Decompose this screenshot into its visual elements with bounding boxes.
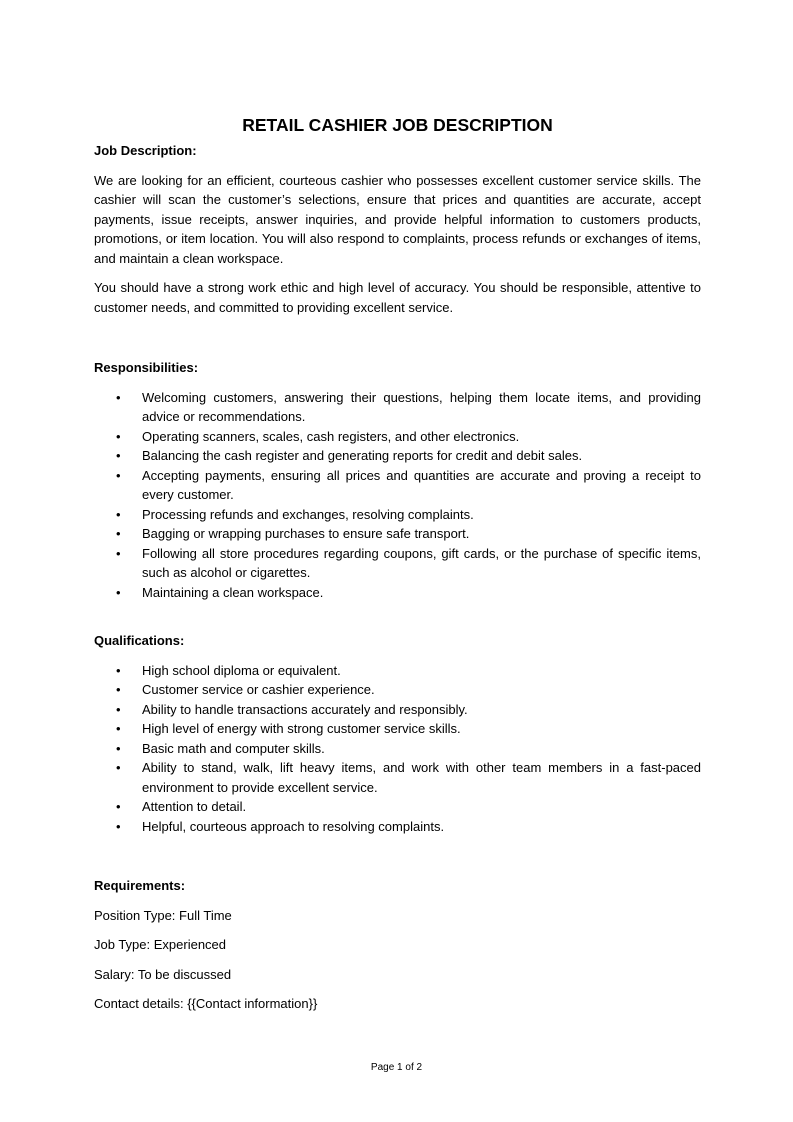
qualifications-list bbox=[94, 661, 701, 837]
list-item: • Basic math and computer skills. bbox=[94, 739, 701, 759]
bullet-icon: • bbox=[116, 799, 121, 814]
bullet-icon: • bbox=[116, 740, 121, 756]
list-item: • Ability to handle transactions accurately and responsibly. bbox=[94, 700, 701, 720]
list-item: • Maintaining a clean workspace. bbox=[94, 583, 701, 603]
page-number-footer: Page 1 of 2 bbox=[370, 1062, 423, 1073]
list-item: • Following all store procedures regarding coupons, gift cards, or the purchase of specific items, such as alcohol or cigarettes. bbox=[116, 545, 701, 580]
bullet-icon: • bbox=[116, 760, 121, 775]
job-type: Job Type: Experienced bbox=[94, 937, 227, 952]
list-item: • Customer service or cashier experience. bbox=[94, 680, 701, 700]
list-item: • Ability to stand, walk, lift heavy items, and work with other team members in a fast-paced environment to provide excellent service. bbox=[116, 760, 701, 795]
list-item: • Welcoming customers, answering their questions, helping them locate items, and providing advice or recommendations. bbox=[116, 389, 701, 424]
bullet-icon: • bbox=[116, 721, 121, 736]
bullet-icon: • bbox=[116, 526, 121, 541]
qualifications-heading: Qualifications: bbox=[94, 633, 185, 648]
job-description-paragraph-1: We are looking for an efficient, courteous cashier who possesses excellent customer service skills. The cashier will scan the customer’s selections, ensure that prices and quantities are accurate, accept payments, issue receipts, answer inquiries, and provide helpful information to customers products, promotions, or item location. You will also respond to complaints, process refunds or exchanges of items, and maintain a clean workspace. bbox=[94, 172, 701, 266]
position-type: Position Type: Full Time bbox=[94, 907, 232, 923]
bullet-icon: • bbox=[116, 448, 121, 463]
bullet-icon: • bbox=[116, 467, 121, 483]
bullet-icon: • bbox=[116, 389, 121, 405]
bullet-icon: • bbox=[116, 701, 121, 717]
list-item: • Accepting payments, ensuring all prices and quantities are accurate and proving a receipt to every customer. bbox=[116, 467, 701, 502]
list-item: • Operating scanners, scales, cash registers, and other electronics. bbox=[94, 427, 701, 447]
list-item: • Attention to detail. bbox=[94, 797, 701, 817]
list-item: • Balancing the cash register and generating reports for credit and debit sales. bbox=[94, 446, 701, 466]
list-item: • Processing refunds and exchanges, resolving complaints. bbox=[94, 505, 701, 525]
bullet-icon: • bbox=[116, 428, 121, 444]
bullet-icon: • bbox=[116, 506, 121, 522]
document-title: RETAIL CASHIER JOB DESCRIPTION bbox=[242, 115, 553, 135]
list-item: • High school diploma or equivalent. bbox=[94, 661, 701, 681]
list-item: • Helpful, courteous approach to resolving complaints. bbox=[94, 817, 701, 837]
requirements-heading: Requirements: bbox=[94, 878, 186, 893]
job-description-paragraph-2: You should have a strong work ethic and high level of accuracy. You should be responsible, attentive to customer needs, and committed to providing excellent service. bbox=[94, 280, 701, 315]
salary: Salary: To be discussed bbox=[94, 966, 232, 982]
bullet-icon: • bbox=[116, 584, 121, 600]
bullet-icon: • bbox=[116, 545, 121, 561]
job-description-heading: Job Description: bbox=[94, 143, 197, 158]
contact-details: Contact details: {{Contact information}} bbox=[94, 996, 318, 1011]
responsibilities-list bbox=[94, 388, 701, 603]
responsibilities-heading: Responsibilities: bbox=[94, 360, 199, 375]
list-item: • Bagging or wrapping purchases to ensure safe transport. bbox=[94, 524, 701, 544]
document-body bbox=[94, 113, 701, 1014]
bullet-icon: • bbox=[116, 682, 121, 697]
list-item: • High level of energy with strong customer service skills. bbox=[94, 719, 701, 739]
bullet-icon: • bbox=[116, 662, 121, 678]
bullet-icon: • bbox=[116, 818, 121, 834]
